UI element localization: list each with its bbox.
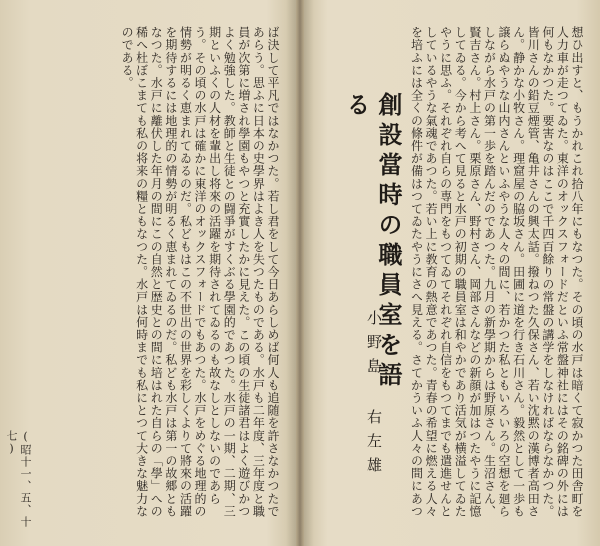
right-page-gutter-shadow (304, 0, 314, 546)
left-page-body-text: ば決して平凡ではなかつた。若し君をして今日あらしめば何人も追随を許さなかつたであらう。思ふに日本の史學界はよき人を失つたものである。水戸も二年度、三年度と職員が次第に増され學園もやつと充實したかに見えた。この頃の生徒諸君はよく遊びかつよく勉強した。教師と生徒との闘爭がすくぶる學園的であつた。水戸の一期、二期、三期といふくの人材を輩出し将來の活躍を期待されてゐるのも故なしとしないのであらう。その頃の水戸は確かに東洋のオックスフォードでもあつた。水戸をめぐる地理的の情勢が明るく恵まれてゐるのだ。私どもはこの不世出の世界を彩しくよりて將來の活躍を期待するには地理的の情勢が明るく恵まれてゐるのだ。私ども水戸は第一の故郷ともなつた。水戸に離伏した年月の間にこの自然と歴史との間に培はれた自らの「學」への稀へ杜ぼこまても私の将来の糧ともなつた。水戸は何時までも私にとつて大きな魅力なのである。 (120, 26, 280, 518)
right-page (304, 0, 600, 546)
article-title: 創設當時の職員室を語る (342, 92, 403, 392)
dateline: (昭十一、五、十七) (5, 430, 32, 528)
left-page (0, 0, 296, 546)
article-author: 小野島 右左雄 (365, 310, 383, 481)
right-page-body-text: 想ひ出すと、もうかれこれ拾八年にもなつた。その頃の水戸は暗くて寂かつた田舎町を人力車が走つてゐた。東洋のオックスフォードだといふ常盤神社にはその銘碑の外には何もなかつた。要害なのはここで千四百餘りの常盤の講学をしなければならなかつた。皆川さんの鉛豆煙管、亀井さんの興太話。撥ねつた久保さん、若い沈黙の漢博者高田さん。静かな小牧さん。理窟屋の脇坂さん。田圃に道を行き石川さん。毅然として一歩も譲らぬやうな山内さんといふやうな人々の間に、若かつた私ともいろいろの空想を廻らしながら水戸の第一歩を踏んだのであつた。九月の新學期からは野原さん。生沼さん、賢吉さん。村上さん。栗原さん、野村さん、岡部さんなどの新顔が加はつたやうに記憶してゐる。今から考へて見ると水戸の初期の職員室は和やかであり活気が横溢してゐたやうに思ふ。それぞれ自らの専門をもつてゐてそれぞれ自信をもつてまでも遣進せんとしているやうな氣魂であつた。若い上に教育の熱意であつた。青春の希望に燃える人々を培ふには全くの條件が備はつてゐたやうにさへ見える。さてかういふ人々の間にあつ (409, 26, 584, 518)
left-page-gutter-shadow (286, 0, 296, 546)
book-gutter (296, 0, 304, 546)
